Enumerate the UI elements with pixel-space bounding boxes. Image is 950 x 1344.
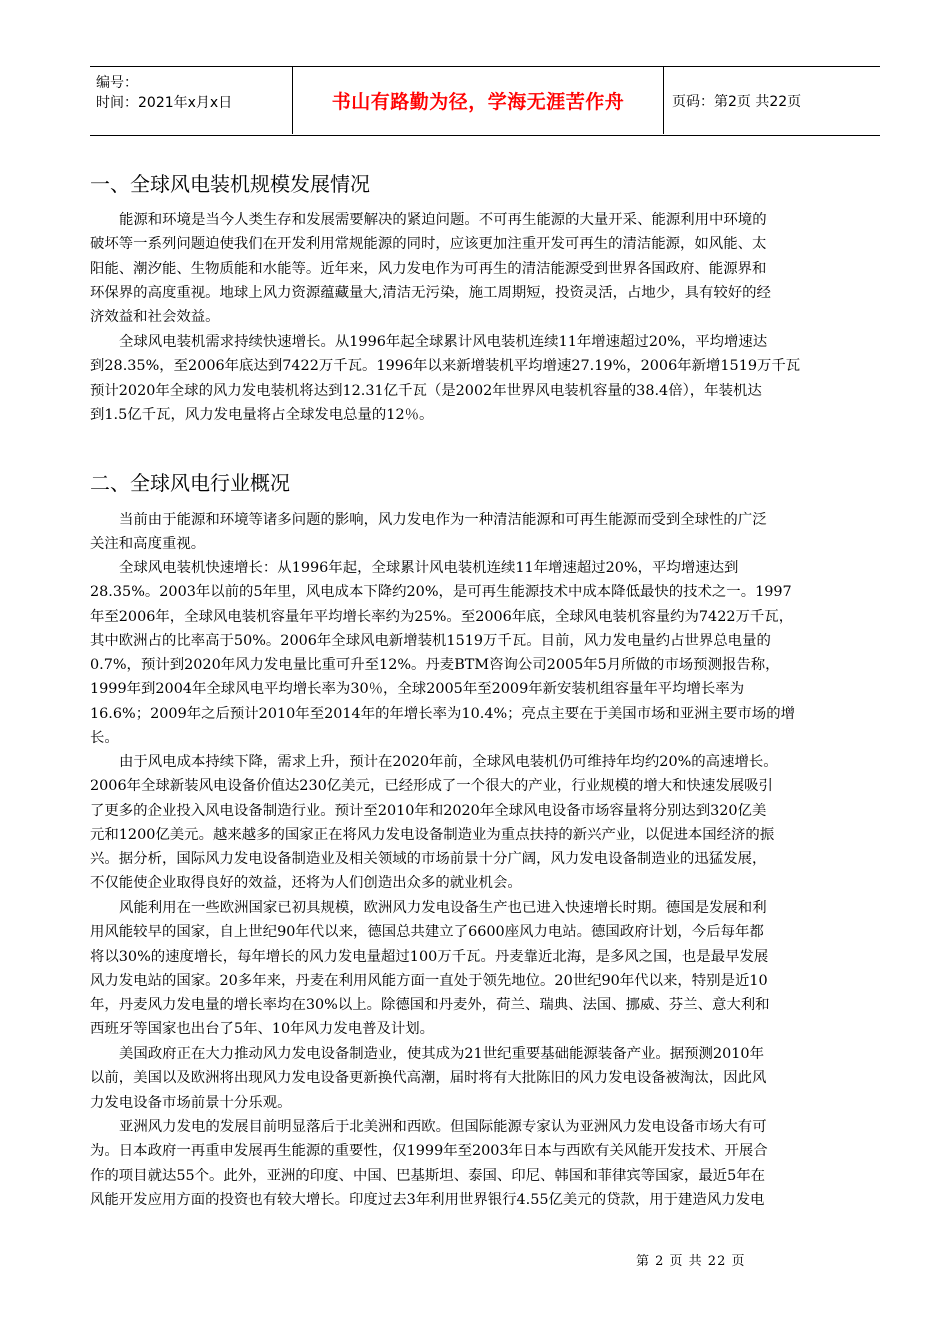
text-line: 年，丹麦风力发电量的增长率均在30%以上。除德国和丹麦外，荷兰、瑞典、法国、挪威、芬兰、意大利和 bbox=[90, 997, 770, 1014]
section2-paragraph-6 bbox=[90, 1115, 882, 1212]
text-line: 用风能较早的国家，自上世纪90年代以来，德国总共建立了6600座风力电站。德国政府计划，今后每年都 bbox=[90, 924, 764, 941]
text-line: 2006年全球新装风电设备价值达230亿美元，已经形成了一个很大的产业，行业规模的增大和快速发展吸引 bbox=[90, 778, 773, 795]
text-line: 由于风电成本持续下降，需求上升，预计在2020年前，全球风电装机仍可维持年均约20%的高速增长。 bbox=[119, 754, 778, 770]
text-line: 0.7%，预计到2020年风力发电量比重可升至12%。丹麦BTM咨询公司2005年5月所做的市场预测报告称， bbox=[90, 657, 780, 674]
page-footer: 第 2 页 共 22 页 bbox=[636, 1254, 746, 1269]
text-line: 风能利用在一些欧洲国家已初具规模，欧洲风力发电设备生产也已进入快速增长时期。德国是发展和利 bbox=[119, 900, 767, 916]
text-line: 环保界的高度重视。地球上风力资源蕴藏量大,清洁无污染，施工周期短，投资灵活，占地少，具有较好的经 bbox=[90, 284, 771, 301]
text-line: 年至2006年，全球风电装机容量年平均增长率约为25%。至2006年底，全球风电装机容量约为7422万千瓦， bbox=[90, 608, 794, 625]
header-time-label: 时间：2021年x月x日 bbox=[96, 95, 233, 111]
text-line: 全球风电装机需求持续快速增长。从1996年起全球累计风电装机连续11年增速超过20%，平均增速达 bbox=[119, 334, 768, 350]
section2-paragraph-5 bbox=[90, 1042, 882, 1115]
section1-paragraph-2 bbox=[90, 330, 882, 427]
text-line: 其中欧洲占的比率高于50%。2006年全球风电新增装机1519万千瓦。目前，风力发电量约占世界总电量的 bbox=[90, 632, 771, 649]
header-motto: 书山有路勤为径，学海无涯苦作舟 bbox=[292, 67, 664, 134]
header-number-label: 编号： bbox=[96, 75, 138, 91]
text-line: 力发电设备市场前景十分乐观。 bbox=[90, 1094, 292, 1111]
header-left-cell bbox=[96, 73, 232, 113]
text-line: 阳能、潮汐能、生物质能和水能等。近年来，风力发电作为可再生的清洁能源受到世界各国政府、能源界和 bbox=[90, 260, 767, 277]
section2-title: 二、全球风电行业概况 bbox=[90, 471, 290, 495]
text-line: 关注和高度重视。 bbox=[90, 536, 206, 553]
text-line: 破坏等一系列问题迫使我们在开发利用常规能源的同时，应该更加注重开发可再生的清洁能源，如风能、太 bbox=[90, 236, 767, 253]
page-header bbox=[90, 66, 880, 136]
text-line: 美国政府正在大力推动风力发电设备制造业，使其成为21世纪重要基础能源装备产业。据预测2010年 bbox=[119, 1046, 764, 1062]
text-line: 预计2020年全球的风力发电装机将达到12.31亿千瓦（是2002年世界风电装机容量的38.4倍），年装机达 bbox=[90, 382, 762, 399]
section1-title: 一、全球风电装机规模发展情况 bbox=[90, 172, 370, 196]
header-page-info: 页码：第2页 共22页 bbox=[672, 94, 802, 110]
text-line: 元和1200亿美元。越来越多的国家正在将风力发电设备制造业为重点扶持的新兴产业，以促进本国经济的振 bbox=[90, 826, 775, 843]
text-line: 能源和环境是当今人类生存和发展需要解决的紧迫问题。不可再生能源的大量开采、能源利用中环境的 bbox=[119, 212, 767, 228]
text-line: 作的项目就达55个。此外，亚洲的印度、中国、巴基斯坦、泰国、印尼、韩国和菲律宾等国家，最近5年在 bbox=[90, 1167, 766, 1184]
section2-paragraph-4 bbox=[90, 896, 882, 1042]
text-line: 风力发电站的国家。20多年来，丹麦在利用风能方面一直处于领先地位。20世纪90年代以来，特别是近10 bbox=[90, 972, 768, 989]
section2-paragraph-2 bbox=[90, 556, 882, 750]
section2-paragraph-3 bbox=[90, 750, 882, 896]
text-line: 以前，美国以及欧洲将出现风力发电设备更新换代高潮，届时将有大批陈旧的风力发电设备被淘汰，因此风 bbox=[90, 1070, 767, 1087]
text-line: 西班牙等国家也出台了5年、10年风力发电普及计划。 bbox=[90, 1021, 435, 1038]
text-line: 到1.5亿千瓦，风力发电量将占全球发电总量的12％。 bbox=[90, 406, 434, 423]
text-line: 为。日本政府一再重申发展再生能源的重要性，仅1999年至2003年日本与西欧有关风能开发技术、开展合 bbox=[90, 1143, 768, 1160]
text-line: 全球风电装机快速增长：从1996年起，全球累计风电装机连续11年增速超过20%，平均增速达到 bbox=[119, 560, 739, 576]
text-line: 将以30%的速度增长，每年增长的风力发电量超过100万千瓦。丹麦靠近北海，是多风之国，也是最早发展 bbox=[90, 948, 769, 965]
text-line: 到28.35%，至2006年底达到7422万千瓦。1996年以来新增装机平均增速27.19%，2006年新增1519万千瓦 bbox=[90, 358, 801, 375]
section1-paragraph-1 bbox=[90, 208, 882, 329]
section2-paragraph-1 bbox=[90, 508, 882, 557]
text-line: 亚洲风力发电的发展目前明显落后于北美洲和西欧。但国际能源专家认为亚洲风力发电设备市场大有可 bbox=[119, 1119, 767, 1135]
text-line: 28.35%。2003年以前的5年里，风电成本下降约20%，是可再生能源技术中成本降低最快的技术之一。1997 bbox=[90, 584, 792, 601]
text-line: 不仅能使企业取得良好的效益，还将为人们创造出众多的就业机会。 bbox=[90, 875, 522, 892]
text-line: 风能开发应用方面的投资也有较大增长。印度过去3年利用世界银行4.55亿美元的贷款，用于建造风力发电 bbox=[90, 1191, 765, 1208]
text-line: 兴。据分析，国际风力发电设备制造业及相关领域的市场前景十分广阔，风力发电设备制造业的迅猛发展， bbox=[90, 851, 767, 868]
text-line: 16.6%；2009年之后预计2010年至2014年的年增长率为10.4%；亮点主要在于美国市场和亚洲主要市场的增 bbox=[90, 705, 795, 722]
text-line: 济效益和社会效益。 bbox=[90, 309, 220, 326]
text-line: 1999年到2004年全球风电平均增长率为30％，全球2005年至2009年新安装机组容量年平均增长率为 bbox=[90, 681, 745, 698]
text-line: 长。 bbox=[90, 730, 119, 747]
text-line: 当前由于能源和环境等诸多问题的影响，风力发电作为一种清洁能源和可再生能源而受到全球性的广泛 bbox=[119, 512, 767, 528]
text-line: 了更多的企业投入风电设备制造行业。预计至2010年和2020年全球风电设备市场容量将分别达到320亿美 bbox=[90, 802, 767, 819]
